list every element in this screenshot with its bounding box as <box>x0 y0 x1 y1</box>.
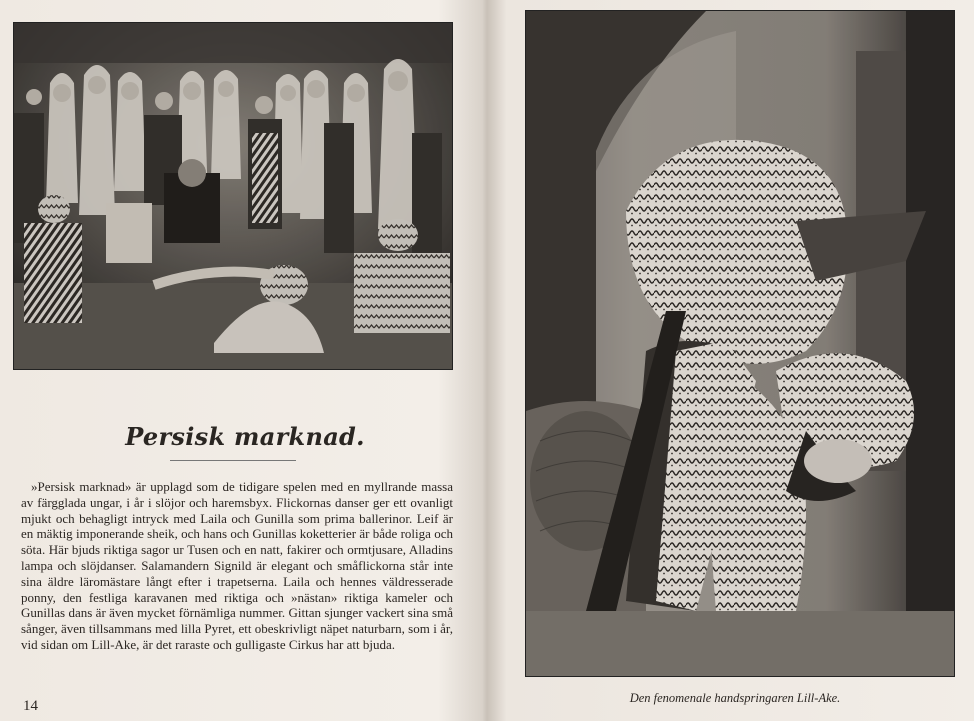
stage-ensemble-photo <box>13 22 453 370</box>
article-title: Persisk marknad. <box>125 422 365 451</box>
stage-ensemble-image <box>14 23 452 369</box>
left-page <box>0 0 484 721</box>
handspring-photo <box>525 10 955 677</box>
photo-caption: Den fenomenale handspringaren Lill-Ake. <box>629 691 841 705</box>
title-underline <box>170 460 296 461</box>
article-body: »Persisk marknad» är upplagd som de tidigare spelen med en myllrande massa av färgglada ungar, i år i slöjor och haremsbyx. Flickornas danser ger ett ovanligt mjukt och behagligt intryck med Laila och Gunilla som prima ballerinor. Leif är en mäktig imponerande sheik, och hans och Gunillas koketterier är både roliga och söta. Här bjuds riktiga sagor ur Tusen och en natt, fakirer och ormtjusare, Alladins lampa och slöjdanser. Salamandern Signild är elegant och småflickorna står inte sina äldre läromästare långt efter i trapetserna. Laila och hennes väldresserade ponny, den festliga karavanen med riktiga och »nästan» riktiga kameler och Gunillas dans är även mycket förnämliga nummer. Gittan sjunger vackert sina små sånger, även tillsammans med lilla Pyret, ett obeskrivligt näpet naturbarn, som i år, vid sidan om Lill-Ake, är det raraste och gulligaste Cirkus har att bjuda. <box>21 479 453 652</box>
page-number: 14 <box>23 698 38 714</box>
handspring-image <box>526 11 954 676</box>
right-page <box>490 0 974 721</box>
